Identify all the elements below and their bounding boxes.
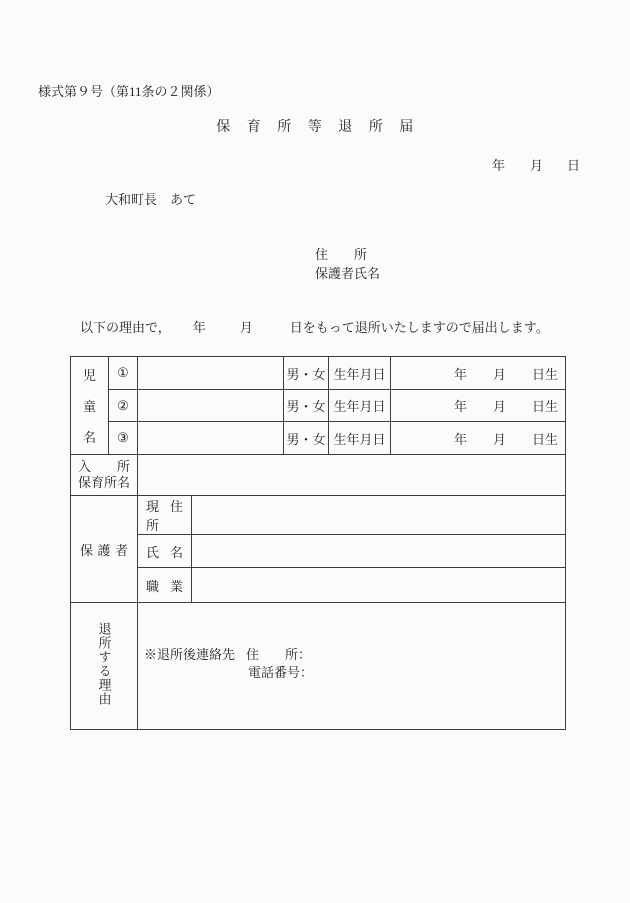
child-row-2: [71, 390, 566, 422]
child-3-dob-label: 生年月日: [329, 422, 391, 455]
guardian-row-name: [71, 535, 566, 568]
nursery-label-line1: 入所: [78, 459, 130, 474]
nursery-label-line2: 保育所名: [78, 475, 131, 490]
child-row-3: [71, 422, 566, 455]
contact-note-lead: ※退所後連絡先: [144, 646, 236, 662]
nursery-name-label: [71, 455, 138, 496]
guardian-occupation-field: [192, 568, 566, 603]
guardian-row-address: [71, 496, 566, 535]
contact-after-line2: [144, 664, 565, 682]
children-section-label: [71, 357, 109, 455]
child-3-gender-options: 男・女: [284, 422, 329, 455]
child-3-dob-field: 年 月 日生: [391, 422, 566, 455]
nursery-name-field: [138, 455, 566, 496]
child-2-dob-field: 年 月 日生: [391, 390, 566, 422]
guardian-name-row-label: 氏名: [138, 535, 192, 568]
guardian-section-label: 保護者: [71, 496, 138, 603]
nursery-row: [71, 455, 566, 496]
withdrawal-reason-label-text: 退所する理由: [96, 622, 112, 706]
guardian-name-label: 保護者氏名: [315, 266, 381, 281]
child-1-gender-options: 男・女: [284, 357, 329, 390]
reason-row: [71, 603, 566, 730]
guardian-address-label: 現住所: [138, 496, 192, 535]
child-2-number: ②: [109, 390, 138, 422]
date-day-label: 日: [566, 158, 580, 173]
submission-date-line: [492, 155, 580, 174]
child-1-dob-label: 生年月日: [329, 357, 391, 390]
children-label-char: 童: [82, 398, 96, 414]
withdrawal-reason-field: [138, 603, 566, 730]
children-label-char: 児: [82, 368, 96, 384]
guardian-address-field: [192, 496, 566, 535]
child-1-dob-field: 年 月 日生: [391, 357, 566, 390]
children-label-char: 名: [82, 429, 96, 445]
form-number: 様式第９号（第11条の２関係）: [38, 84, 220, 99]
child-2-gender-options: 男・女: [284, 390, 329, 422]
child-3-name-field: [138, 422, 284, 455]
child-2-dob-label: 生年月日: [329, 390, 391, 422]
address-label: 住 所: [315, 247, 368, 262]
intro-month-label: 月: [239, 320, 253, 335]
withdrawal-form-table: [70, 356, 566, 730]
intro-rest: 日をもって退所いたしますので届出します。: [289, 320, 549, 335]
child-1-number: ①: [109, 357, 138, 390]
child-3-number: ③: [109, 422, 138, 455]
contact-after-line1: [144, 646, 565, 664]
intro-year-label: 年: [192, 320, 206, 335]
child-1-name-field: [138, 357, 284, 390]
date-month-label: 月: [529, 158, 543, 173]
guardian-occupation-label: 職業: [138, 568, 192, 603]
child-row-1: [71, 357, 566, 390]
contact-phone-label: 電話番号：: [248, 664, 314, 680]
contact-address-label: 住 所：: [246, 646, 312, 662]
addressee-line: 大和町長 あて: [105, 192, 197, 207]
child-2-name-field: [138, 390, 284, 422]
form-title: 保育所等退所届: [216, 120, 430, 135]
guardian-name-field: [192, 535, 566, 568]
intro-lead: 以下の理由で，: [80, 320, 171, 335]
intro-sentence: [80, 317, 549, 336]
guardian-row-occupation: [71, 568, 566, 603]
date-year-label: 年: [491, 158, 505, 173]
applicant-block: [315, 245, 380, 283]
withdrawal-reason-label: [71, 603, 138, 730]
